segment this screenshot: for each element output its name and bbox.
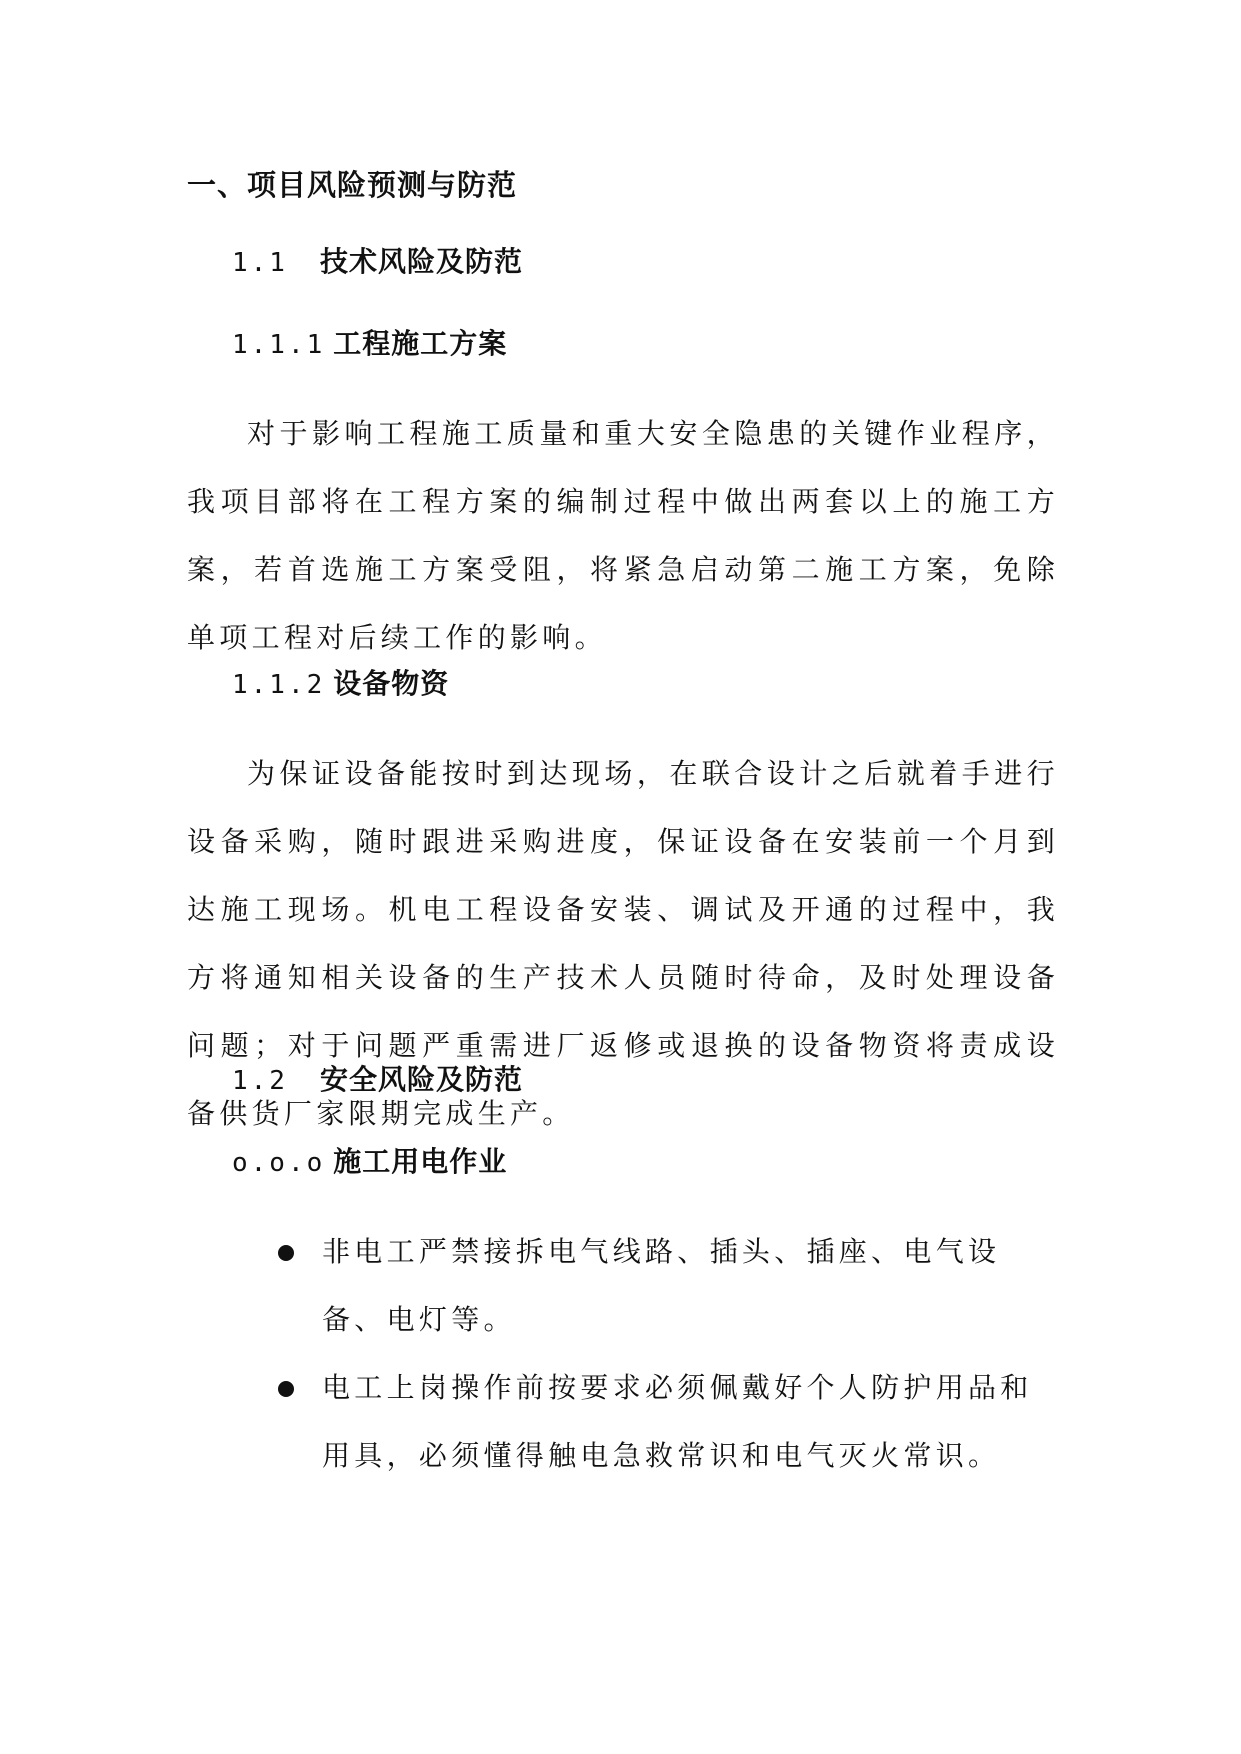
section-title: 施工用电作业	[333, 1145, 508, 1178]
bullet-item	[276, 1218, 1059, 1354]
bullet-item	[276, 1354, 1059, 1490]
section-number: 1.1	[232, 248, 288, 278]
bullet-dot-icon	[278, 1381, 294, 1397]
section-heading-1-2	[232, 1058, 523, 1098]
section-heading-1-1-1	[232, 322, 507, 362]
section-heading-1-1-2	[232, 662, 449, 702]
chapter-heading: 一、项目风险预测与防范	[187, 168, 518, 202]
section-number: 1.2	[232, 1066, 288, 1096]
paragraph-equipment-materials: 为保证设备能按时到达现场，在联合设计之后就着手进行设备采购，随时跟进采购进度，保证设备在安装前一个月到达施工现场。机电工程设备安装、调试及开通的过程中，我方将通知相关设备的生产技术人员随时待命，及时处理设备问题；对于问题严重需进厂返修或退换的设备物资将责成设备供货厂家限期完成生产。	[187, 757, 1059, 1130]
section-title: 技术风险及防范	[320, 245, 524, 278]
bullet-dot-icon	[278, 1245, 294, 1261]
bullet-text: 电工上岗操作前按要求必须佩戴好个人防护用品和用具，必须懂得触电急救常识和电气灭火常识。	[322, 1371, 1033, 1472]
section-number: o.o.o	[232, 1148, 326, 1178]
section-number: 1.1.2	[232, 670, 326, 700]
section-title: 设备物资	[333, 667, 450, 700]
section-number: 1.1.1	[232, 330, 326, 360]
bullet-text: 非电工严禁接拆电气线路、插头、插座、电气设备、电灯等。	[322, 1235, 1001, 1336]
section-title: 工程施工方案	[333, 327, 508, 360]
section-heading-electrical-work	[232, 1140, 507, 1180]
section-title: 安全风险及防范	[320, 1063, 524, 1096]
paragraph-construction-plan: 对于影响工程施工质量和重大安全隐患的关键作业程序，我项目部将在工程方案的编制过程中做出两套以上的施工方案，若首选施工方案受阻，将紧急启动第二施工方案，免除单项工程对后续工作的影响。	[187, 417, 1059, 654]
section-heading-1-1	[232, 240, 523, 280]
